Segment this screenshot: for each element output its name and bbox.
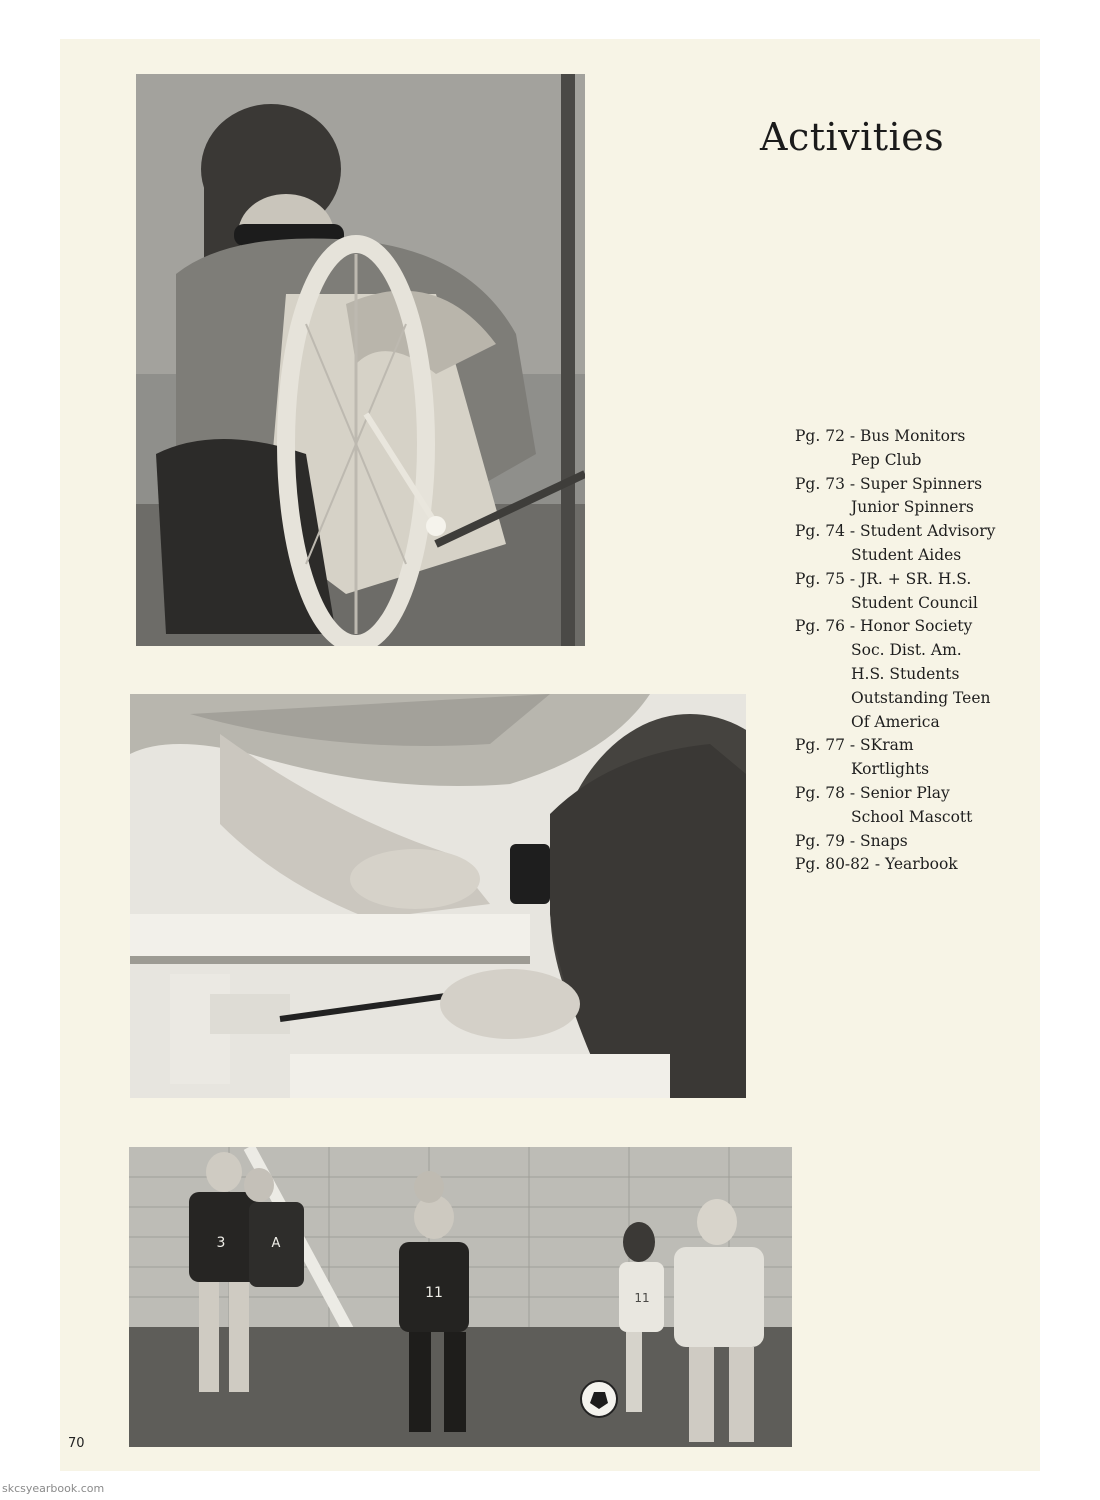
contents-entry-continued: Junior Spinners <box>851 498 974 517</box>
photo-student-welding <box>136 74 585 646</box>
contents-entry <box>795 568 1035 616</box>
contents-entry <box>795 782 1035 830</box>
photo-welding-illustration <box>136 74 585 646</box>
contents-entry-line: Pg. 74 - Student Advisory <box>795 522 996 541</box>
contents-entry-line: Pg. 77 - SKram <box>795 736 914 755</box>
contents-entry-line: Pg. 80-82 - Yearbook <box>795 855 958 874</box>
page-title: Activities <box>760 115 945 159</box>
contents-entry-line: Pg. 79 - Snaps <box>795 831 908 850</box>
contents-entry-continued: Student Council <box>851 593 978 612</box>
contents-entry-continued: Pep Club <box>851 450 922 469</box>
contents-entry <box>795 830 1035 854</box>
contents-entry-continued: Outstanding Teen <box>851 688 991 707</box>
contents-entry <box>795 473 1035 521</box>
photo-workbench-illustration <box>130 694 746 1098</box>
contents-entry-continued: School Mascott <box>851 807 973 826</box>
contents-entry <box>795 520 1035 568</box>
photo-soccer-game <box>129 1147 792 1447</box>
contents-entry <box>795 425 1035 473</box>
contents-entry-line: Pg. 75 - JR. + SR. H.S. <box>795 569 972 588</box>
contents-entry-continued: Kortlights <box>851 760 930 779</box>
contents-entry-line: Pg. 73 - Super Spinners <box>795 474 983 493</box>
photo-workbench-closeup <box>130 694 746 1098</box>
contents-entry-continued: H.S. Students <box>851 664 960 683</box>
jersey-number-11-white: 11 <box>634 1291 650 1305</box>
contents-entry-continued: Soc. Dist. Am. <box>851 641 962 660</box>
contents-entry <box>795 615 1035 734</box>
contents-entry-line: Pg. 72 - Bus Monitors <box>795 427 966 445</box>
contents-entry <box>795 853 1035 877</box>
contents-entry-continued: Of America <box>851 712 940 731</box>
jersey-number-11: 11 <box>425 1285 443 1301</box>
yearbook-page <box>60 39 1040 1471</box>
site-watermark: skcsyearbook.com <box>2 1482 105 1495</box>
contents-entry-line: Pg. 78 - Senior Play <box>795 783 950 802</box>
contents-entry <box>795 734 1035 782</box>
jersey-number-3: 3 <box>216 1235 226 1251</box>
photo-soccer-illustration <box>129 1147 792 1447</box>
contents-entry-line: Pg. 76 - Honor Society <box>795 617 973 636</box>
page-number: 70 <box>68 1436 85 1451</box>
jersey-letter-a: A <box>271 1236 281 1251</box>
contents-list <box>795 425 1035 877</box>
contents-entry-continued: Student Aides <box>851 545 962 564</box>
